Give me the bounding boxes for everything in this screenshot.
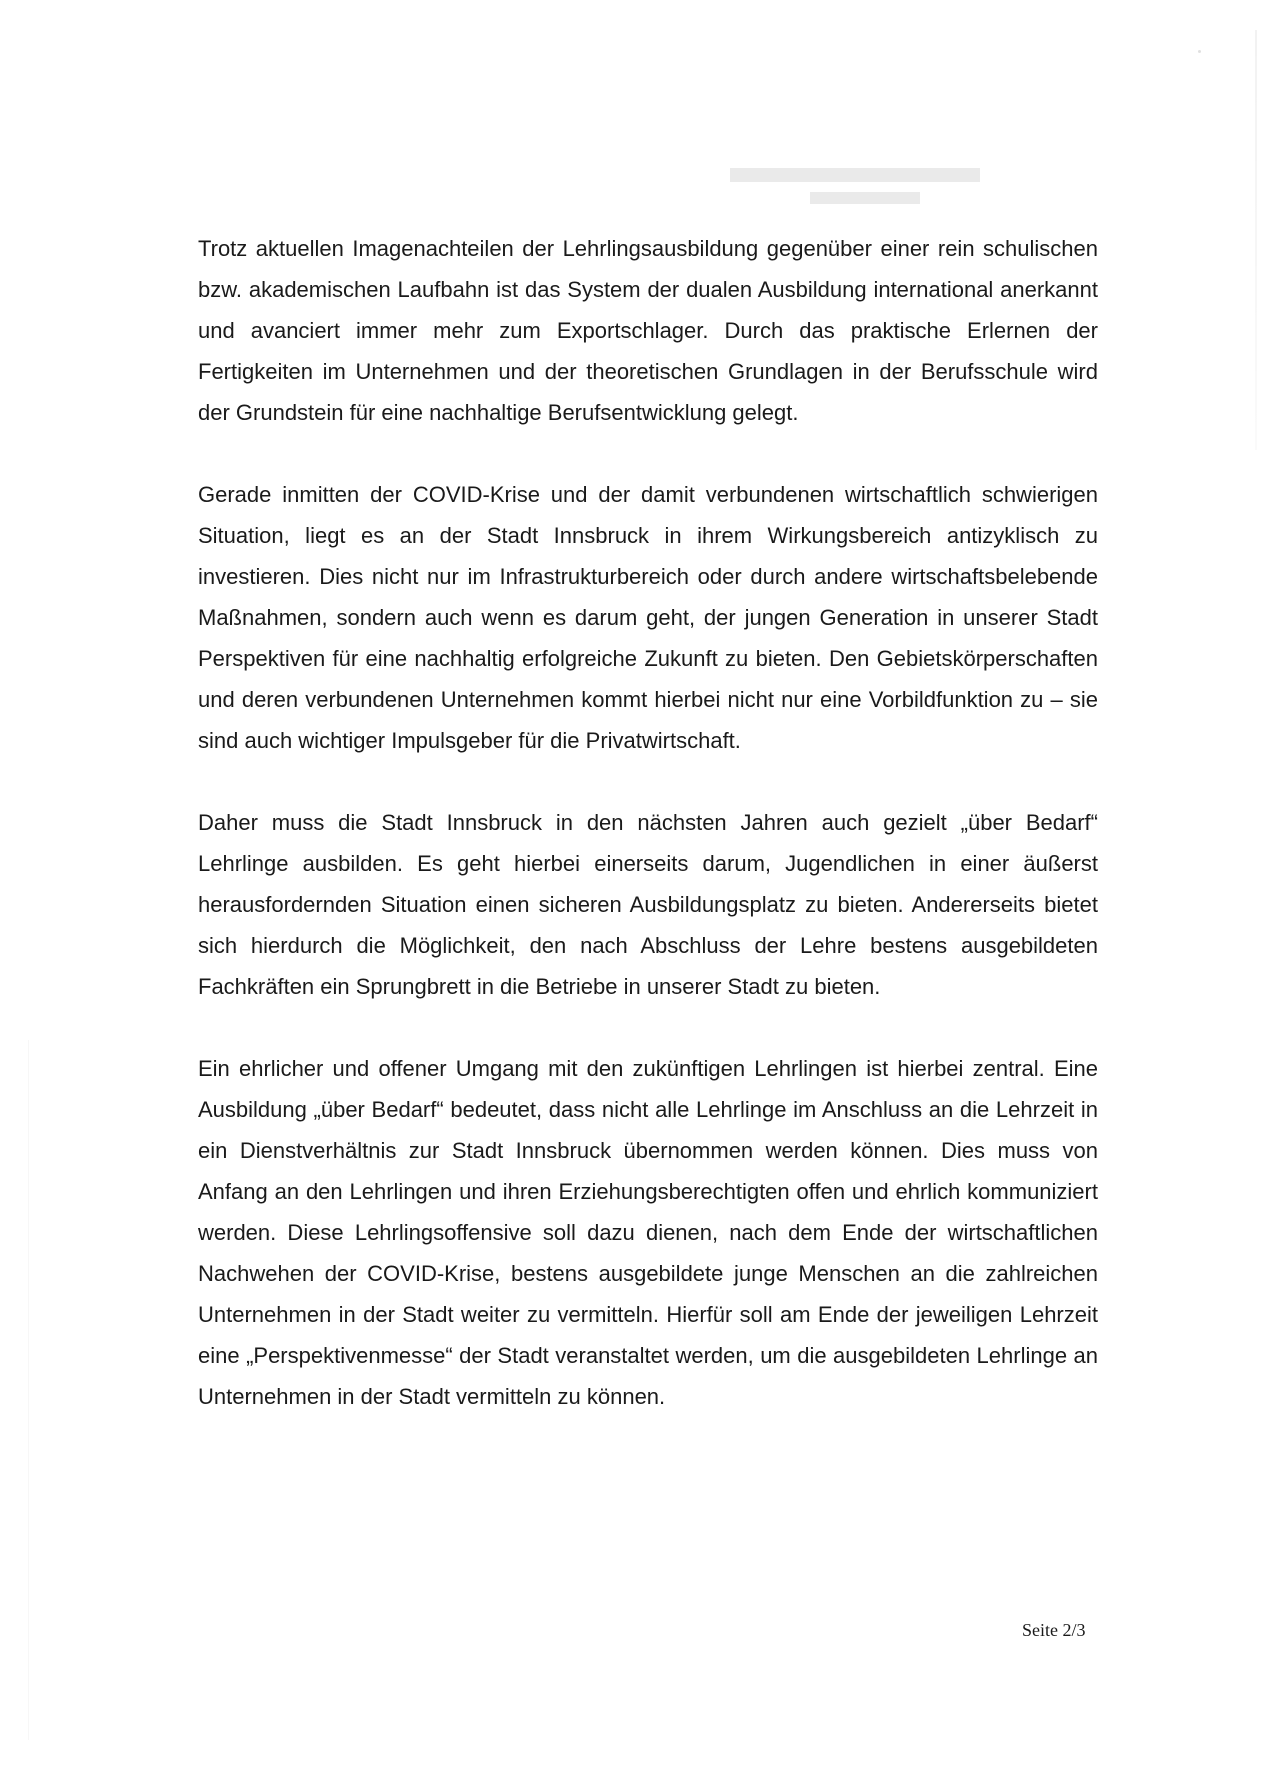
scan-edge-artifact [1255, 30, 1257, 450]
paragraph: Daher muss die Stadt Innsbruck in den nächsten Jahren auch gezielt „über Bedarf“ Lehrlinge ausbilden. Es geht hierbei einerseits darum, Jugendlichen in einer äußerst herausfordernden Situation einen sicheren Ausbildungsplatz zu bieten. Andererseits bietet sich hierdurch die Möglichkeit, den nach Abschluss der Lehre bestens ausgebildeten Fachkräften ein Sprungbrett in die Betriebe in unserer Stadt zu bieten. [198, 810, 1098, 999]
scan-edge-artifact [28, 1040, 29, 1740]
scan-dust-mark [1198, 50, 1201, 53]
body-text [198, 228, 1098, 1458]
paragraph: Trotz aktuellen Imagenachteilen der Lehrlingsausbildung gegenüber einer rein schulischen bzw. akademischen Laufbahn ist das System der dualen Ausbildung international anerkannt und avanciert immer mehr zum Exportschlager. Durch das praktische Erlernen der Fertigkeiten im Unternehmen und der theoretischen Grundlagen in der Berufsschule wird der Grundstein für eine nachhaltige Berufsentwicklung gelegt. [198, 236, 1098, 425]
paragraph: Ein ehrlicher und offener Umgang mit den zukünftigen Lehrlingen ist hierbei zentral. Eine Ausbildung „über Bedarf“ bedeutet, dass nicht alle Lehrlinge im Anschluss an die Lehrzeit in ein Dienstverhältnis zur Stadt Innsbruck übernommen werden können. Dies muss von Anfang an den Lehrlingen und ihren Erziehungsberechtigten offen und ehrlich kommuniziert werden. Diese Lehrlingsoffensive soll dazu dienen, nach dem Ende der wirtschaftlichen Nachwehen der COVID-Krise, bestens ausgebildete junge Menschen an die zahlreichen Unternehmen in der Stadt weiter zu vermitteln. Hierfür soll am Ende der jeweiligen Lehrzeit eine „Perspektivenmesse“ der Stadt veranstaltet werden, um die ausgebildeten Lehrlinge an Unternehmen in der Stadt vermitteln zu können. [198, 1056, 1098, 1409]
paragraph: Gerade inmitten der COVID-Krise und der damit verbundenen wirtschaftlich schwierigen Situation, liegt es an der Stadt Innsbruck in ihrem Wirkungsbereich antizyklisch zu investieren. Dies nicht nur im Infrastrukturbereich oder durch andere wirtschaftsbelebende Maßnahmen, sondern auch wenn es darum geht, der jungen Generation in unserer Stadt Perspektiven für eine nachhaltig erfolgreiche Zukunft zu bieten. Den Gebietskörperschaften und deren verbundenen Unternehmen kommt hierbei nicht nur eine Vorbildfunktion zu – sie sind auch wichtiger Impulsgeber für die Privatwirtschaft. [198, 482, 1098, 753]
faded-stamp-mark [730, 162, 1010, 216]
page-number: Seite 2/3 [1022, 1620, 1086, 1640]
